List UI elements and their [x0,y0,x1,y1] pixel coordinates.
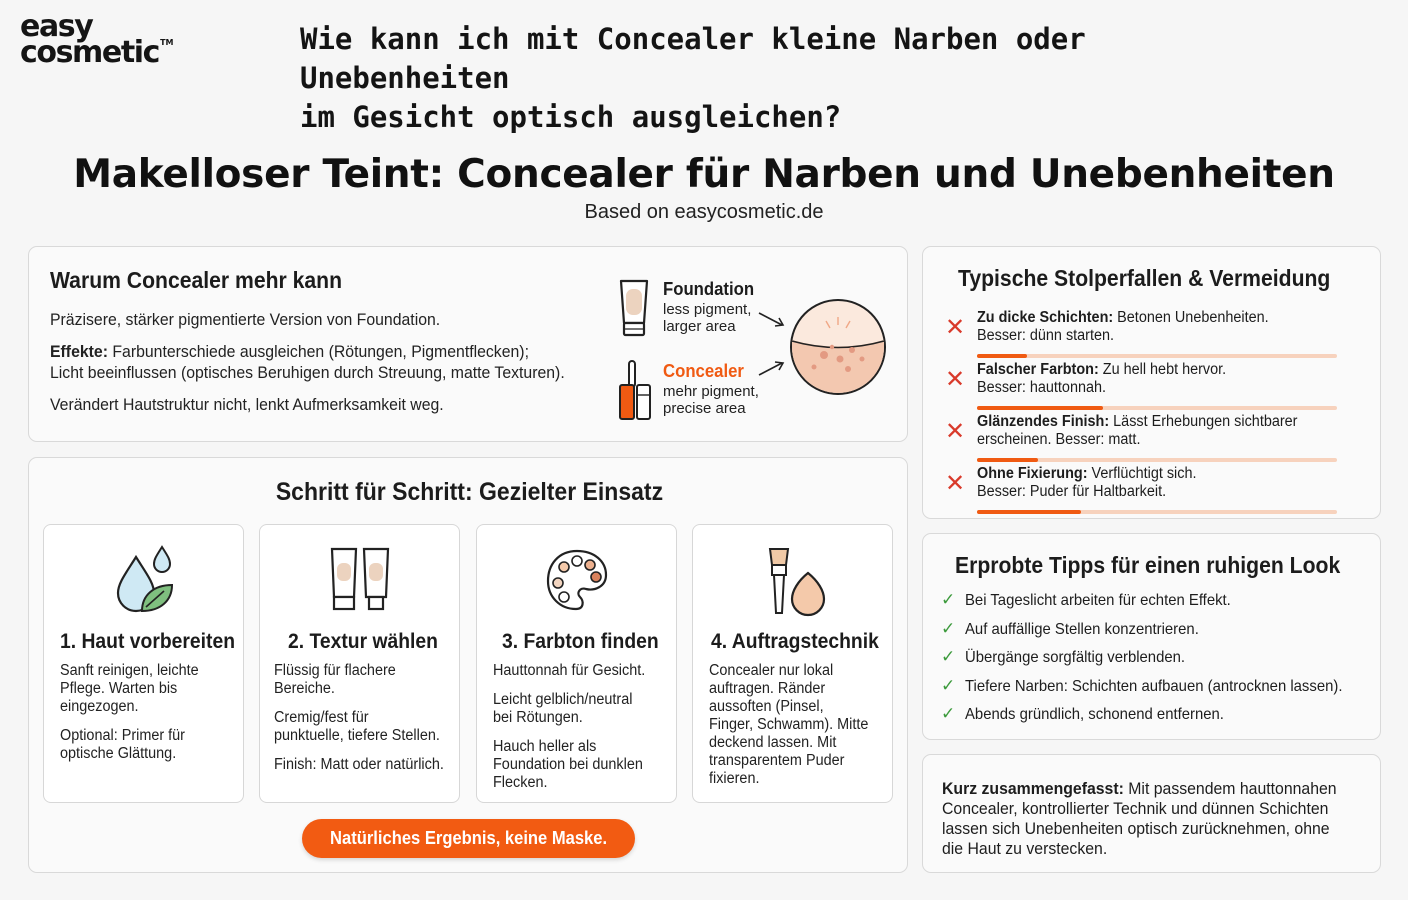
foundation-tube-icon [617,277,651,339]
steps-card [28,457,908,873]
tip-text: Auf auffällige Stellen konzentrieren. [965,620,1199,638]
summary-line-4: die Haut zu verstecken. [942,839,1108,858]
step-title: 1. Haut vorbereiten [60,630,236,653]
why-paragraph-1 [50,309,470,330]
pitfalls-card [922,246,1381,519]
step-body: Flüssig für flachere Bereiche. Cremig/fest für punktuelle, tiefere Stellen. Finish: Matt oder natürlich. [274,662,444,773]
summary-text [942,779,1366,859]
pitfall-text: Glänzendes Finish: Lässt Erhebungen sichtbarer erscheinen. Besser: matt. [977,413,1298,448]
pitfalls-title: Typische Stolperfallen & Vermeidung [958,265,1331,291]
step-title: 2. Textur wählen [288,630,438,653]
step-title: 4. Auftragstechnik [711,630,879,653]
question-line-1: Wie kann ich mit Concealer kleine Narben oder Unebenheiten [300,22,1086,95]
pitfall-level-fill [977,510,1081,514]
cross-icon: ✕ [945,469,966,497]
step-card [259,524,460,803]
why-paragraph-3 [50,394,473,415]
check-icon: ✓ [941,647,956,667]
pitfall-level-bar [977,510,1337,514]
concealer-title: Concealer [663,361,744,381]
why-effects-text: Farbunterschiede ausgleichen (Rötungen, Pigmentflecken); [107,342,529,361]
logo-line-2 [20,34,174,70]
skin-closeup-icon [788,297,888,397]
question-line-2: im Gesicht optisch ausgleichen? [300,100,842,134]
result-badge-text: Natürliches Ergebnis, keine Maske. [329,828,608,848]
step-card [476,524,677,803]
why-p3-text: Verändert Hautstruktur nicht, lenkt Aufmerksamkeit weg. [50,395,444,414]
tip-item [941,704,1243,724]
tip-text: Tiefere Narben: Schichten aufbauen (antrocknen lassen). [965,677,1343,695]
arrow-icon [757,309,787,329]
result-badge [302,819,635,858]
pitfall-level-bar [977,406,1337,410]
check-icon: ✓ [941,675,956,696]
arrow-icon [757,359,787,379]
concealer-wand-icon [617,359,653,421]
page-question [300,20,1300,137]
summary-card [922,754,1381,873]
why-p2-line-1 [50,341,565,362]
tip-item [941,590,1251,610]
step-title: 3. Farbton finden [502,630,659,653]
pitfall-level-bar [977,458,1337,462]
concealer-sub-2: precise area [663,400,746,417]
tip-item [941,619,1216,639]
step-body: Concealer nur lokal auftragen. Ränder aussoften (Pinsel, Finger, Schwamm). Mitte deckend lassen. Mit transparentem Puder fixieren. [709,662,869,787]
pitfall-text: Falscher Farbton: Zu hell hebt hervor. Besser: hauttonnah. [977,361,1227,396]
foundation-title: Foundation [663,279,755,299]
page-title: Makelloser Teint: Concealer für Narben und Unebenheiten [73,152,1335,197]
pitfall-level-fill [977,406,1103,410]
tip-item [941,676,1371,696]
tubes-icon [328,545,392,615]
pitfall-text: Ohne Fixierung: Verflüchtigt sich. Besser: Puder für Haltbarkeit. [977,465,1197,500]
why-p1-text: Präzisere, stärker pigmentierte Version von Foundation. [50,310,441,329]
logo-line-1: easy [20,9,93,44]
tips-card [922,533,1381,740]
step-body: Sanft reinigen, leichte Pflege. Warten bis eingezogen. Optional: Primer für optische Glättung. [60,662,199,762]
why-concealer-card [28,246,908,442]
foundation-sub-2: larger area [663,318,736,335]
step-card [43,524,244,803]
pitfall-level-bar [977,354,1337,358]
step-card [692,524,893,803]
tip-text: Abends gründlich, schonend entfernen. [965,706,1224,723]
summary-line-3: lassen sich Unebenheiten optisch zurücknehmen, ohne [942,819,1330,838]
tip-text: Bei Tageslicht arbeiten für echten Effekt. [965,592,1231,609]
tip-item [941,647,1202,667]
summary-line-2: Concealer, kontrollierter Technik und dünnen Schichten [942,799,1329,818]
summary-label: Kurz zusammengefasst: [942,779,1124,798]
concealer-sub-1: mehr pigment, [663,383,759,400]
tip-text: Übergänge sorgfältig verblenden. [965,649,1186,666]
check-icon: ✓ [941,704,956,724]
why-effects-label: Effekte: [50,342,108,361]
logo-word: cosmetic [20,34,160,70]
summary-line-1: Kurz zusammengefasst: Mit passendem hauttonnahen [942,779,1337,798]
steps-title-text: Schritt für Schritt: Gezielter Einsatz [275,478,663,506]
why-p2-line-2: Licht beeinflussen (optisches Beruhigen durch Streuung, matte Texturen). [50,363,565,382]
cross-icon: ✕ [945,365,966,393]
page-subtitle: Based on easycosmetic.de [584,201,824,223]
cross-icon: ✕ [945,313,966,341]
why-paragraph-2 [50,341,603,383]
water-leaf-icon [112,545,176,615]
foundation-sub-1: less pigment, [663,301,752,318]
logo-trademark: TM [160,37,174,47]
why-title: Warum Concealer mehr kann [50,267,343,293]
check-icon: ✓ [941,590,956,610]
pitfall-level-fill [977,458,1038,462]
tips-title: Erprobte Tipps für einen ruhigen Look [955,552,1341,578]
steps-title [29,478,909,507]
check-icon: ✓ [941,618,956,639]
brush-sponge-icon [760,545,826,617]
pitfall-level-fill [977,354,1027,358]
cross-icon: ✕ [945,417,966,445]
palette-icon [544,545,610,615]
brand-logo[interactable] [20,9,174,70]
step-body: Hauttonnah für Gesicht. Leicht gelblich/neutral bei Rötungen. Hauch heller als Foundation bei dunklen Flecken. [493,662,646,791]
pitfall-text: Zu dicke Schichten: Betonen Unebenheiten. Besser: dünn starten. [977,309,1269,344]
